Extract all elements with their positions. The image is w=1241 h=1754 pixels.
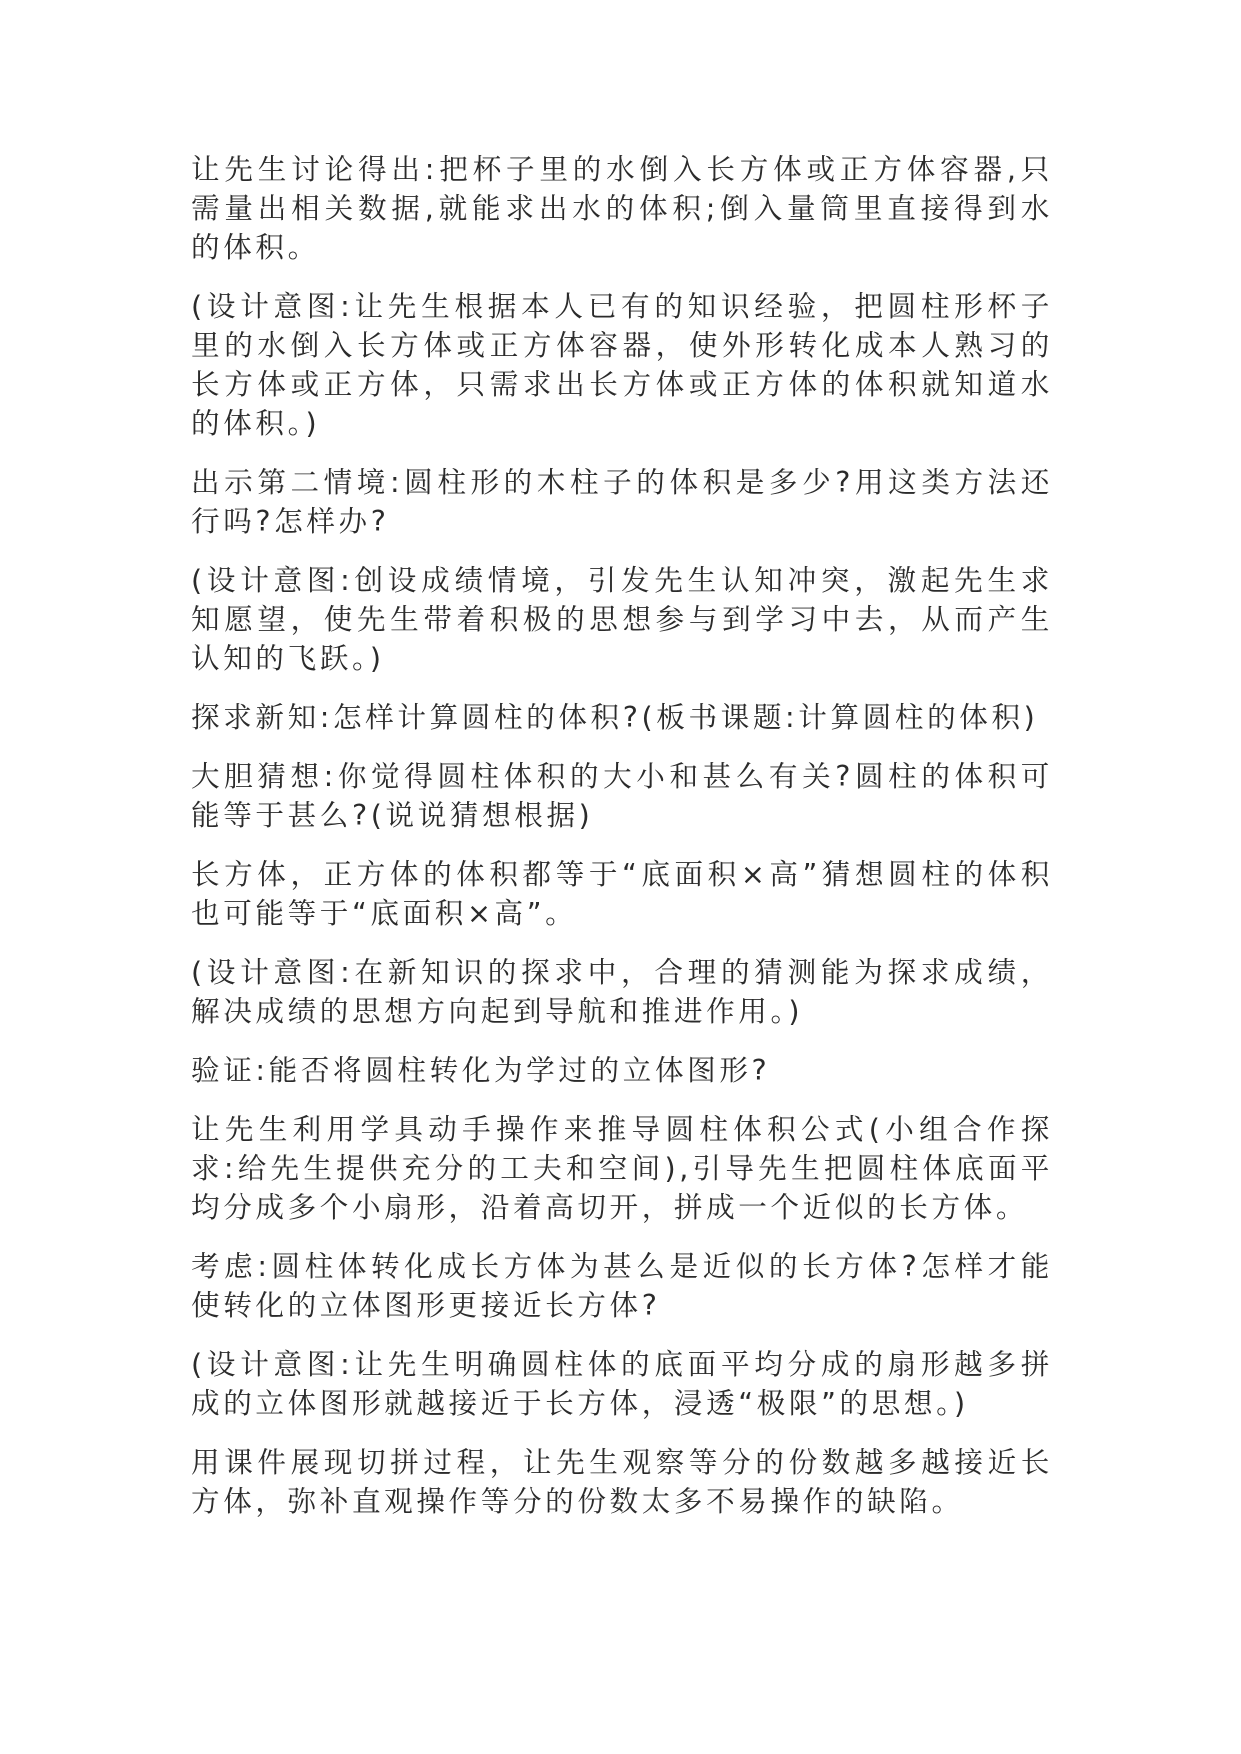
paragraph-design-intent-1: (设计意图:让先生根据本人已有的知识经验，把圆柱形杯子里的水倒入长方体或正方体容器，使外形转化成本人熟习的长方体或正方体，只需求出长方体或正方体的体积就知道水的体积。)	[191, 289, 1053, 440]
paragraph-courseware-demo: 用课件展现切拼过程，让先生观察等分的份数越多越接近长方体，弥补直观操作等分的份数太多不易操作的缺陷。	[191, 1445, 1053, 1518]
paragraph-discussion-result: 让先生讨论得出:把杯子里的水倒入长方体或正方体容器,只需量出相关数据,就能求出水的体积;倒入量筒里直接得到水的体积。	[191, 152, 1053, 264]
paragraph-verification: 验证:能否将圆柱转化为学过的立体图形?	[191, 1053, 771, 1087]
paragraph-explore-new-knowledge: 探求新知:怎样计算圆柱的体积?(板书课题:计算圆柱的体积)	[191, 700, 1039, 734]
paragraph-consider: 考虑:圆柱体转化成长方体为甚么是近似的长方体?怎样才能使转化的立体图形更接近长方体?	[191, 1249, 1053, 1322]
paragraph-bold-guess: 大胆猜想:你觉得圆柱体积的大小和甚么有关?圆柱的体积可能等于甚么?(说说猜想根据)	[191, 759, 1053, 832]
paragraph-second-scenario: 出示第二情境:圆柱形的木柱子的体积是多少?用这类方法还行吗?怎样办?	[191, 465, 1053, 538]
paragraph-design-intent-2: (设计意图:创设成绩情境，引发先生认知冲突，激起先生求知愿望，使先生带着积极的思想参与到学习中去，从而产生认知的飞跃。)	[191, 563, 1053, 675]
document-body	[191, 150, 1053, 1541]
paragraph-hands-on-operation: 让先生利用学具动手操作来推导圆柱体积公式(小组合作探求:给先生提供充分的工夫和空间),引导先生把圆柱体底面平均分成多个小扇形，沿着高切开，拼成一个近似的长方体。	[191, 1112, 1053, 1224]
paragraph-design-intent-3: (设计意图:在新知识的探求中，合理的猜测能为探求成绩，解决成绩的思想方向起到导航和推进作用。)	[191, 955, 1053, 1028]
paragraph-design-intent-4: (设计意图:让先生明确圆柱体的底面平均分成的扇形越多拼成的立体图形就越接近于长方体，浸透“极限”的思想。)	[191, 1347, 1053, 1420]
paragraph-guess-formula: 长方体，正方体的体积都等于“底面积×高”猜想圆柱的体积也可能等于“底面积×高”。	[191, 857, 1053, 930]
